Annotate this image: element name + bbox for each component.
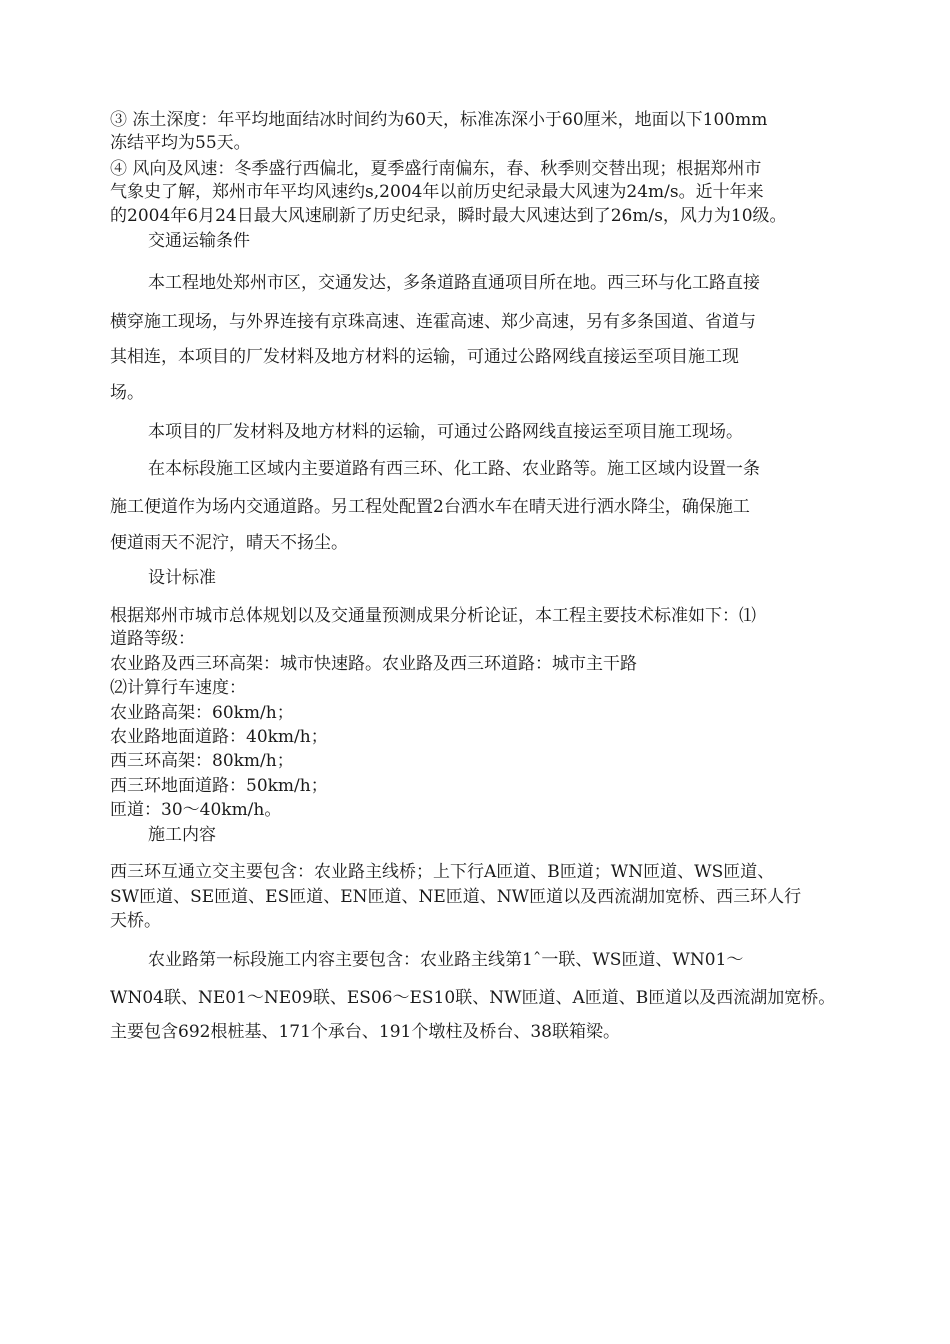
- section-heading: 设计标准: [148, 568, 216, 588]
- text-line: 其相连，本项目的厂发材料及地方材料的运输，可通过公路网线直接运至项目施工现: [110, 347, 739, 367]
- text-line: 匝道：30〜40km/h。: [110, 800, 282, 820]
- text-line: 的2004年6月24日最大风速刷新了历史纪录，瞬时最大风速达到了26m/s，风力为10级。: [110, 206, 787, 226]
- text-line: ③ 冻土深度：年平均地面结冰时间约为60天，标准冻深小于60厘米，地面以下100mm: [110, 110, 768, 130]
- text-line: 施工便道作为场内交通道路。另工程处配置2台洒水车在晴天进行洒水降尘，确保施工: [110, 497, 750, 517]
- text-line: ⑵计算行车速度：: [110, 678, 246, 698]
- section-heading: 施工内容: [148, 825, 216, 845]
- text-line: 西三环互通立交主要包含：农业路主线桥；上下行A匝道、B匝道；WN匝道、WS匝道、: [110, 862, 775, 882]
- text-line: 西三环地面道路：50km/h；: [110, 776, 328, 796]
- text-line: 西三环高架：80km/h；: [110, 751, 294, 771]
- text-line: 根据郑州市城市总体规划以及交通量预测成果分析论证，本工程主要技术标准如下：⑴: [110, 606, 756, 626]
- text-line: SW匝道、SE匝道、ES匝道、EN匝道、NE匝道、NW匝道以及西流湖加宽桥、西三环人行: [110, 887, 802, 907]
- text-line: 本工程地处郑州市区，交通发达，多条道路直通项目所在地。西三环与化工路直接: [148, 273, 760, 293]
- text-line: 便道雨天不泥泞，晴天不扬尘。: [110, 533, 348, 553]
- text-line: ④ 风向及风速：冬季盛行西偏北，夏季盛行南偏东，春、秋季则交替出现；根据郑州市: [110, 159, 762, 179]
- text-line: 本项目的厂发材料及地方材料的运输，可通过公路网线直接运至项目施工现场。: [148, 422, 743, 442]
- text-line: 天桥。: [110, 911, 161, 931]
- text-line: 农业路第一标段施工内容主要包含：农业路主线第1ˆ一联、WS匝道、WN01〜: [148, 950, 744, 970]
- text-line: 农业路及西三环高架：城市快速路。农业路及西三环道路：城市主干路: [110, 654, 637, 674]
- text-line: WN04联、NE01〜NE09联、ES06〜ES10联、NW匝道、A匝道、B匝道以及西流湖加宽桥。: [110, 988, 836, 1008]
- text-line: 农业路高架：60km/h；: [110, 703, 294, 723]
- text-line: 道路等级：: [110, 629, 195, 649]
- text-line: 气象史了解，郑州市年平均风速约s,2004年以前历史纪录最大风速为24m/s。近十年来: [110, 182, 764, 202]
- text-line: 农业路地面道路：40km/h；: [110, 727, 328, 747]
- text-line: 冻结平均为55天。: [110, 133, 251, 153]
- text-line: 场。: [110, 383, 144, 403]
- text-line: 横穿施工现场，与外界连接有京珠高速、连霍高速、郑少高速，另有多条国道、省道与: [110, 312, 756, 332]
- section-heading: 交通运输条件: [148, 231, 250, 251]
- text-line: 主要包含692根桩基、171个承台、191个墩柱及桥台、38联箱梁。: [110, 1022, 620, 1042]
- text-line: 在本标段施工区域内主要道路有西三环、化工路、农业路等。施工区域内设置一条: [148, 459, 760, 479]
